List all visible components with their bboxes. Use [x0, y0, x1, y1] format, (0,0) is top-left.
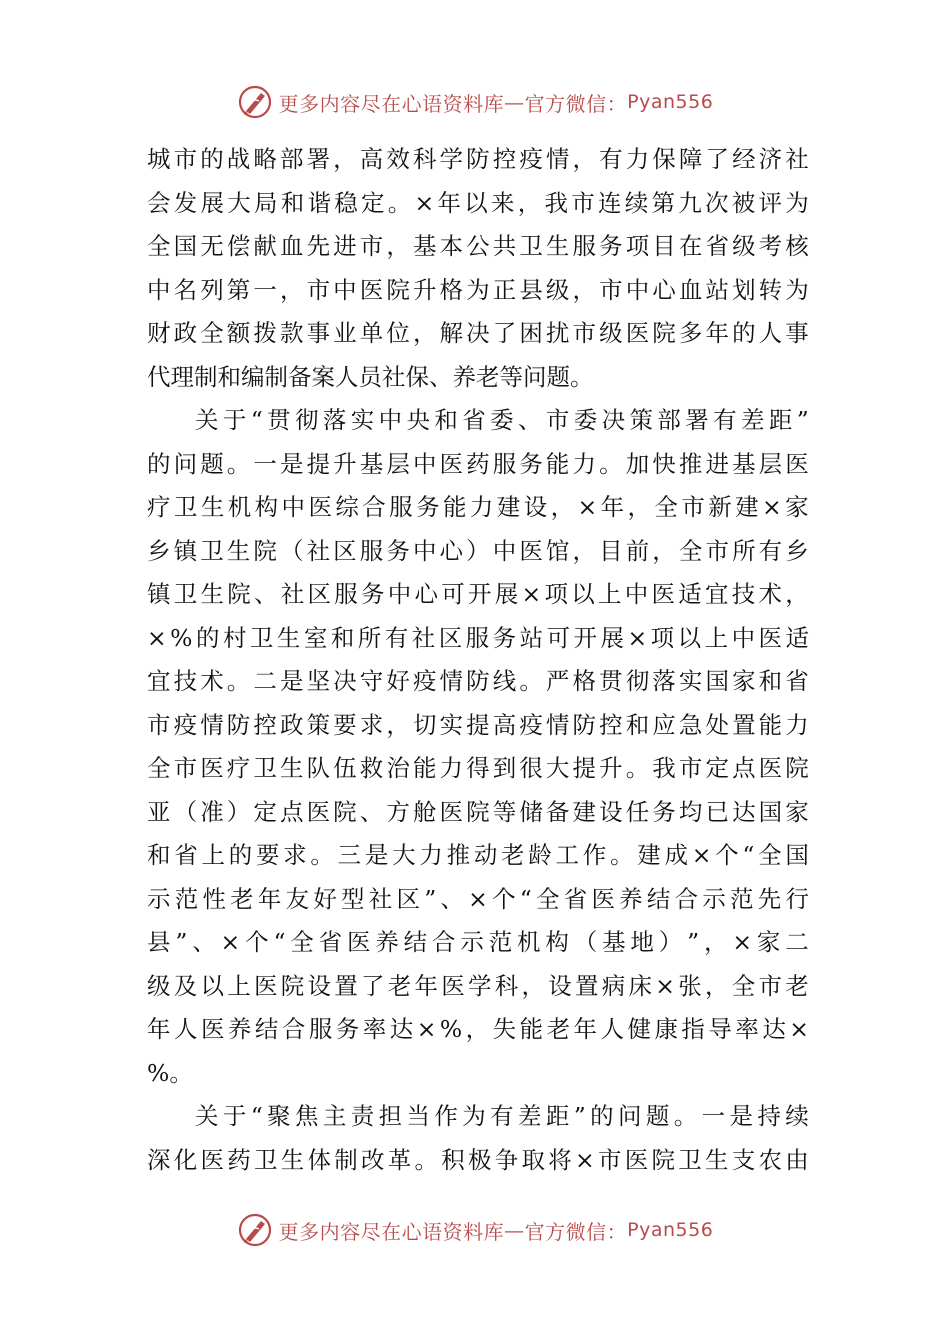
text-line: 关 于 “ 贯 彻 落 实 中 央 和 省 委 、 市 委 决 策 部 署 有 差 距 ” — [195, 406, 809, 434]
text-line: 中 名 列 第 一 ， 市 中 医 院 升 格 为 正 县 级 ， 市 中 心 血 站 划 转 为 — [147, 275, 809, 304]
text-line: 年 人 医 养 结 合 服 务 率 达 × % ， 失 能 老 年 人 健 康 指 导 率 达 × — [147, 1015, 809, 1043]
text-line: 的 问 题 。 一 是 提 升 基 层 中 医 药 服 务 能 力 。 加 快 推 进 基 层 医 — [147, 449, 809, 478]
text-line: 示 范 性 老 年 友 好 型 社 区 ” 、 × 个 “ 全 省 医 养 结 合 示 范 先 行 — [147, 884, 809, 913]
banner-wechat-label: 官方微信： — [524, 91, 628, 116]
banner-dash: — — [504, 1218, 525, 1242]
text-line: 深 化 医 药 卫 生 体 制 改 革 。 积 极 争 取 将 × 市 医 院 卫 生 支 农 由 — [147, 1145, 809, 1174]
text-line: 会 发 展 大 局 和 谐 稳 定 。 × 年 以 来 ， 我 市 连 续 第 九 次 被 评 为 — [147, 188, 809, 217]
text-line: 级 及 以 上 医 院 设 置 了 老 年 医 学 科 ， 设 置 病 床 × 张 ， 全 市 老 — [147, 971, 809, 1000]
footer-banner — [0, 1208, 950, 1252]
banner-wechat-id: Pyan556 — [627, 1219, 714, 1241]
text-line: 城 市 的 战 略 部 署 ， 高 效 科 学 防 控 疫 情 ， 有 力 保 障 了 经 济 社 — [147, 145, 809, 173]
text-line: 县 ” 、 × 个 “ 全 省 医 养 结 合 示 范 机 构 （ 基 地 ） ” ， × 家 二 — [147, 928, 809, 956]
text-line: 镇 卫 生 院 、 社 区 服 务 中 心 可 开 展 × 项 以 上 中 医 适 宜 技 术 ， — [147, 580, 809, 608]
text-line: 和 省 上 的 要 求 。 三 是 大 力 推 动 老 龄 工 作 。 建 成 × 个 “ 全 国 — [147, 841, 809, 869]
text-line: 疗 卫 生 机 构 中 医 综 合 服 务 能 力 建 设 ， × 年 ， 全 市 新 建 × 家 — [147, 493, 809, 521]
pen-logo-icon — [237, 84, 273, 120]
text-line: 亚 （ 准 ） 定 点 医 院 、 方 舱 医 院 等 储 备 建 设 任 务 均 已 达 国 家 — [147, 797, 809, 826]
text-line: 财 政 全 额 拨 款 事 业 单 位 ， 解 决 了 困 扰 市 级 医 院 多 年 的 人 事 — [147, 319, 809, 347]
text-line: 全 市 医 疗 卫 生 队 伍 救 治 能 力 得 到 很 大 提 升 。 我 市 定 点 医 院 — [147, 754, 809, 782]
header-banner — [0, 80, 950, 124]
document-body — [147, 138, 809, 1182]
text-line: 宜 技 术 。 二 是 坚 决 守 好 疫 情 防 线 。 严 格 贯 彻 落 实 国 家 和 省 — [147, 667, 809, 695]
banner-wechat-id: Pyan556 — [627, 91, 714, 113]
banner-text: 更多内容尽在心语资料库 — [278, 91, 505, 116]
text-line: 市 疫 情 防 控 政 策 要 求 ， 切 实 提 高 疫 情 防 控 和 应 急 处 置 能 力 — [147, 710, 809, 739]
pen-logo-icon — [237, 1212, 273, 1248]
text-line: 关 于 “ 聚 焦 主 责 担 当 作 为 有 差 距 ” 的 问 题 。 一 是 持 续 — [195, 1102, 809, 1130]
text-line: 全 国 无 偿 献 血 先 进 市 ， 基 本 公 共 卫 生 服 务 项 目 在 省 级 考 核 — [147, 232, 809, 260]
text-line: 乡 镇 卫 生 院 （ 社 区 服 务 中 心 ） 中 医 馆 ， 目 前 ， 全 市 所 有 乡 — [147, 536, 809, 565]
banner-wechat-label: 官方微信： — [524, 1219, 628, 1244]
text-line: × % 的 村 卫 生 室 和 所 有 社 区 服 务 站 可 开 展 × 项 以 上 中 医 适 — [147, 623, 809, 652]
text-line: 代 理 制 和 编 制 备 案 人 员 社 保 、 养 老 等 问 题 。 — [147, 362, 594, 391]
text-line: % 。 — [147, 1058, 193, 1087]
banner-text: 更多内容尽在心语资料库 — [278, 1219, 505, 1244]
banner-dash: — — [504, 90, 525, 114]
